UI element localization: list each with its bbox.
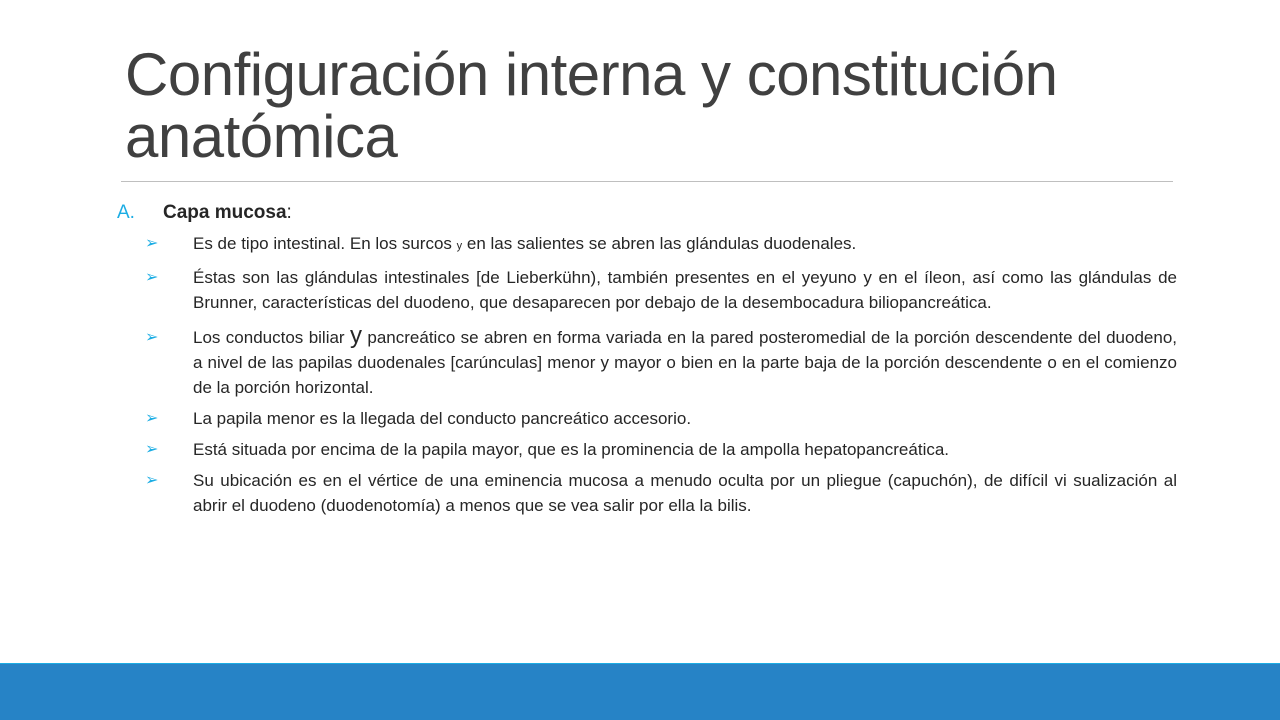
bullet-text [193, 231, 1177, 259]
section-heading [117, 199, 1177, 227]
section-heading-text: Capa mucosa [163, 202, 287, 223]
list-item [145, 406, 1177, 431]
title-divider [121, 181, 1173, 182]
bullet-text-part: pancreático se abren en forma variada en la pared posteromedial de la porción descendente del duodeno, a nivel de las papilas duodenales [carúnculas] menor y mayor o bien en la parte baja de la porción descendente o en el comienzo de la porción horizontal. [193, 328, 1177, 397]
section-letter: A. [117, 202, 135, 223]
list-item [145, 437, 1177, 462]
list-item [145, 231, 1177, 259]
arrowhead-bullet-icon: ➢ [145, 472, 159, 489]
arrowhead-bullet-icon: ➢ [145, 269, 159, 286]
slide-title: Configuración interna y constitución anatómica [125, 41, 1058, 170]
arrowhead-bullet-icon: ➢ [145, 410, 159, 427]
arrowhead-bullet-icon: ➢ [145, 329, 159, 346]
bullet-text-part: Es de tipo intestinal. En los surcos [193, 234, 457, 253]
bullet-text-small-y: y [456, 240, 463, 252]
list-item [145, 322, 1177, 400]
footer-band [0, 664, 1280, 720]
bullet-text [193, 322, 1177, 400]
list-item [145, 265, 1177, 315]
arrowhead-bullet-icon: ➢ [145, 441, 159, 458]
arrowhead-bullet-icon: ➢ [145, 235, 159, 252]
bullet-list [117, 231, 1177, 518]
bullet-text: Su ubicación es en el vértice de una eminencia mucosa a menudo oculta por un pliegue (capuchón), de difícil vi sualización al abrir el duodeno (duodenotomía) a menos que se vea salir por ella la bilis. [193, 471, 1177, 515]
section-heading-line [163, 199, 292, 227]
section-heading-colon: : [286, 202, 292, 223]
bullet-text: Éstas son las glándulas intestinales [de Lieberkühn), también presentes en el yeyuno y en el íleon, así como las glándulas de Brunner, características del duodeno, que desaparecen por debajo de la desembocadura biliopancreática. [193, 268, 1177, 312]
list-item [145, 468, 1177, 518]
bullet-text-part: en las salientes se abren las glándulas duodenales. [462, 234, 857, 253]
slide-content [117, 199, 1177, 524]
bullet-text: Está situada por encima de la papila mayor, que es la prominencia de la ampolla hepatopancreática. [193, 440, 950, 459]
bullet-text: La papila menor es la llegada del conducto pancreático accesorio. [193, 409, 692, 428]
bullet-text-large-y: y [350, 322, 362, 349]
bullet-text-part: Los conductos biliar [193, 328, 350, 347]
